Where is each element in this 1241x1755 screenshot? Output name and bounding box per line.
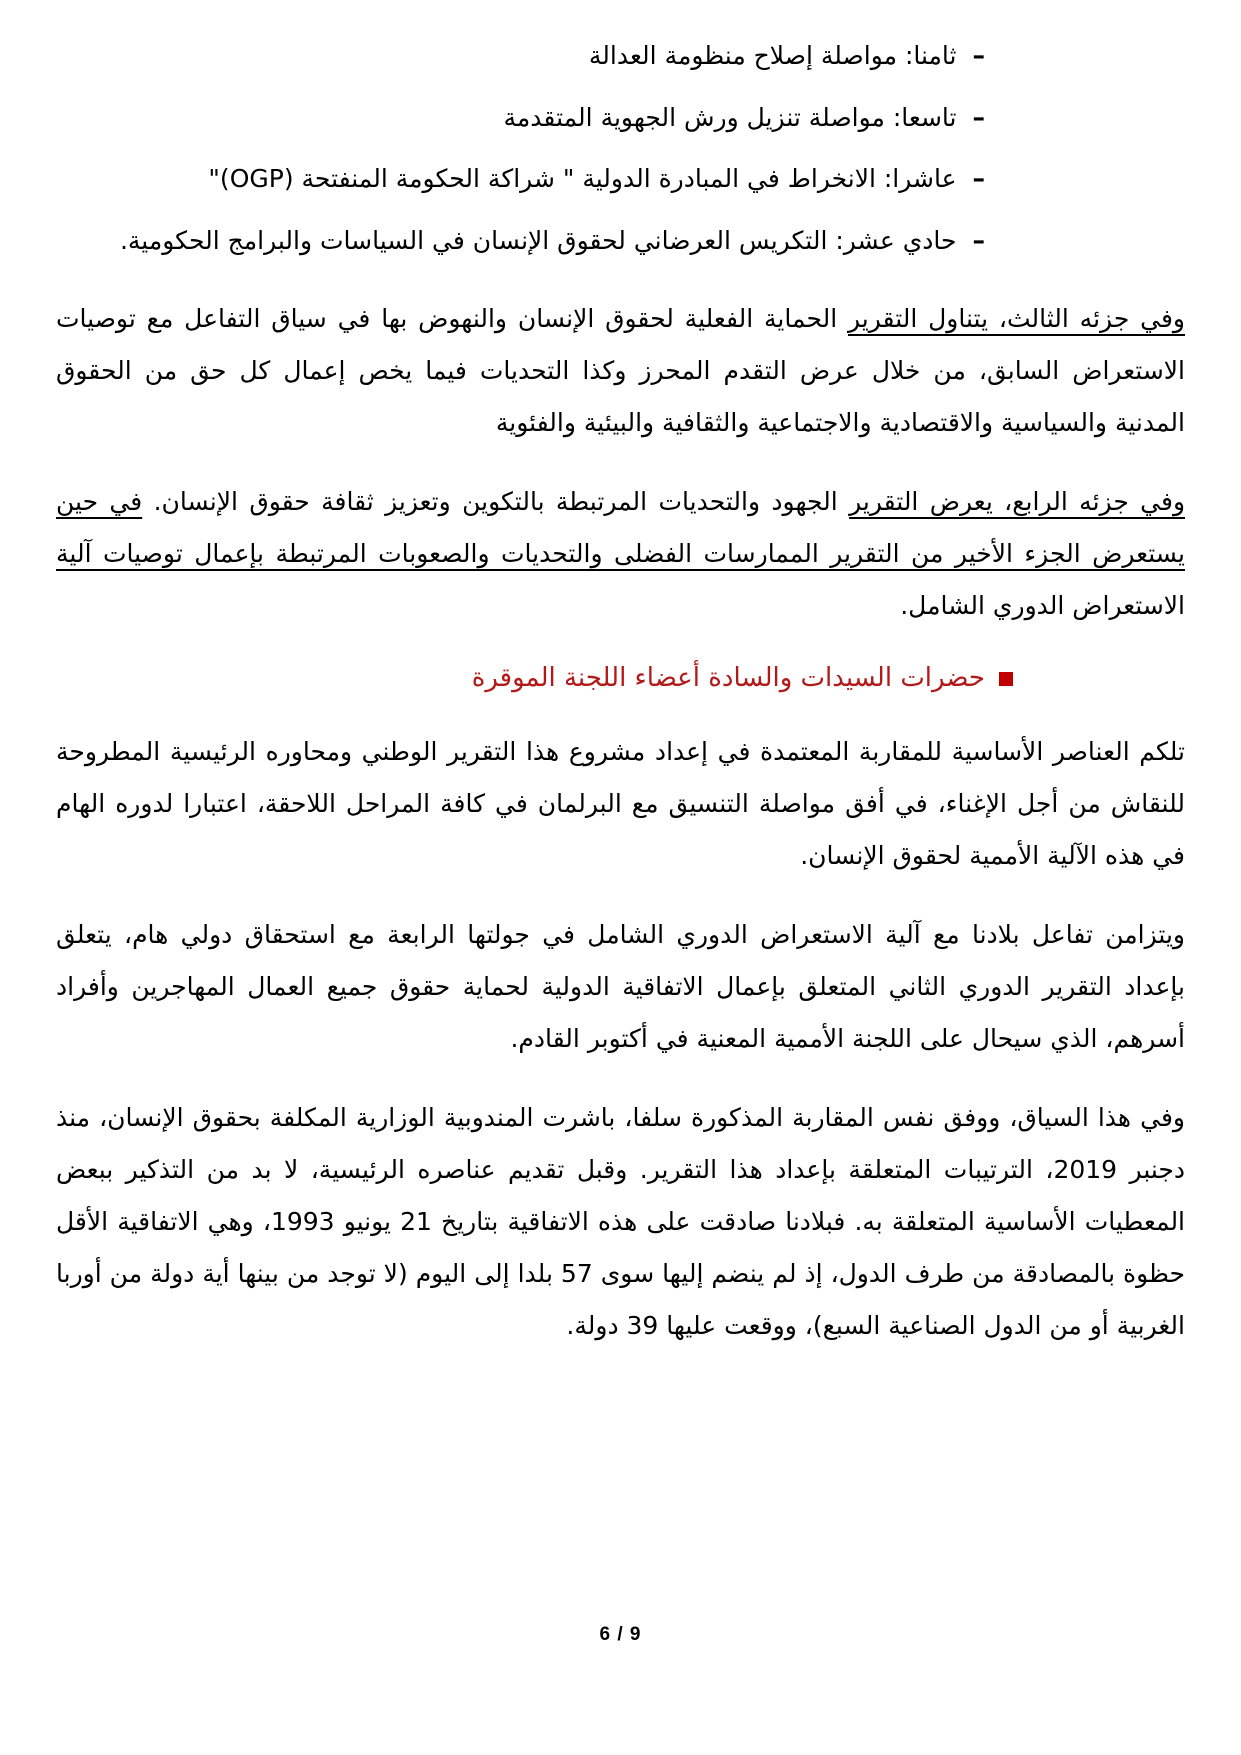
underlined-text-run: وفي جزئه الثالث، يتناول التقرير — [848, 304, 1185, 333]
list-item-text: حادي عشر: التكريس العرضاني لحقوق الإنسان في السياسات والبرامج الحكومية. — [119, 225, 957, 255]
text-run: وفي هذا السياق، ووفق نفس المقاربة المذكورة سلفا، باشرت المندوبية الوزارية المكلفة بحقوق الإنسان، منذ دجنبر 2019، الترتيبات المتعلقة بإعداد هذا التقرير. وقبل تقديم عناصره الرئيسية، لا بد من التذكير ببعض المعطيات الأساسية المتعلقة به. فبلادنا صادقت على هذه الاتفاقية بتاريخ 21 يونيو 1993، وهي الاتفاقية الأقل حظوة بالمصادقة من طرف الدول، إذ لم ينضم إليها سوى 57 بلدا إلى اليوم (لا توجد من بينها أية دولة من أوربا الغربية أو من الدول الصناعية السبع)، ووقعت عليها 39 دولة. — [56, 1103, 1186, 1340]
text-run: تلكم العناصر الأساسية للمقاربة المعتمدة في إعداد مشروع هذا التقرير الوطني ومحاوره الرئيسية المطروحة للنقاش من أجل الإغناء، في أفق مواصلة التنسيق مع البرلمان في كافة المراحل اللاحقة، اعتبارا لدوره الهام في هذه الآلية الأممية لحقوق الإنسان. — [56, 737, 1185, 870]
paragraph-context — [56, 1092, 1185, 1352]
underlined-text-run: وفي جزئه الرابع، يعرض التقرير — [849, 487, 1186, 516]
underlined-text-run: في حين يستعرض الجزء الأخير من التقرير الممارسات الفضلى والتحديات والصعوبات المرتبطة بإعمال توصيات آلية — [56, 487, 1185, 568]
list-item-text: ثامنا: مواصلة إصلاح منظومة العدالة — [588, 41, 957, 70]
paragraph-part-three — [56, 293, 1185, 449]
list-item — [56, 221, 985, 262]
paragraph-part-four — [56, 476, 1185, 632]
text-run: الحماية الفعلية لحقوق الإنسان والنهوض بها في سياق التفاعل مع توصيات الاستعراض السابق، من خلال عرض التقدم المحرز وكذا التحديات فيما يخص إعمال كل حق من الحقوق المدنية والسياسية والاقتصادية والاجتماعية والثقافية والبيئية والفئوية — [56, 304, 1185, 437]
dash-bullet-icon: – — [972, 225, 985, 255]
page-number: 6 / 9 — [599, 1624, 642, 1645]
list-item-text: تاسعا: مواصلة تنزيل ورش الجهوية المتقدمة — [503, 102, 957, 132]
list-item — [56, 159, 985, 200]
section-heading-text: حضرات السيدات والسادة أعضاء اللجنة الموقرة — [471, 663, 985, 693]
numbered-points-list — [56, 36, 1185, 261]
list-item-text: عاشرا: الانخراط في المبادرة الدولية " شراكة الحكومة المنفتحة (OGP)" — [208, 164, 957, 193]
text-run: الاستعراض الدوري الشامل. — [900, 591, 1185, 620]
dash-bullet-icon: – — [972, 41, 985, 70]
list-item — [56, 36, 985, 77]
dash-bullet-icon: – — [972, 102, 985, 132]
red-square-bullet-icon — [999, 672, 1013, 686]
dash-bullet-icon: – — [972, 164, 985, 193]
section-heading — [56, 659, 1185, 698]
text-run: الجهود والتحديات المرتبطة بالتكوين وتعزيز ثقافة حقوق الإنسان. — [142, 487, 850, 516]
text-run: ويتزامن تفاعل بلادنا مع آلية الاستعراض الدوري الشامل في جولتها الرابعة مع استحقاق دولي هام، يتعلق بإعداد التقرير الدوري الثاني المتعلق بإعمال الاتفاقية الدولية لحماية حقوق جميع العمال المهاجرين وأفراد أسرهم، الذي سيحال على اللجنة الأممية المعنية في أكتوبر القادم. — [56, 920, 1185, 1053]
paragraph-fourth-cycle — [56, 909, 1185, 1065]
list-item — [56, 98, 985, 139]
paragraph-approach — [56, 726, 1185, 882]
